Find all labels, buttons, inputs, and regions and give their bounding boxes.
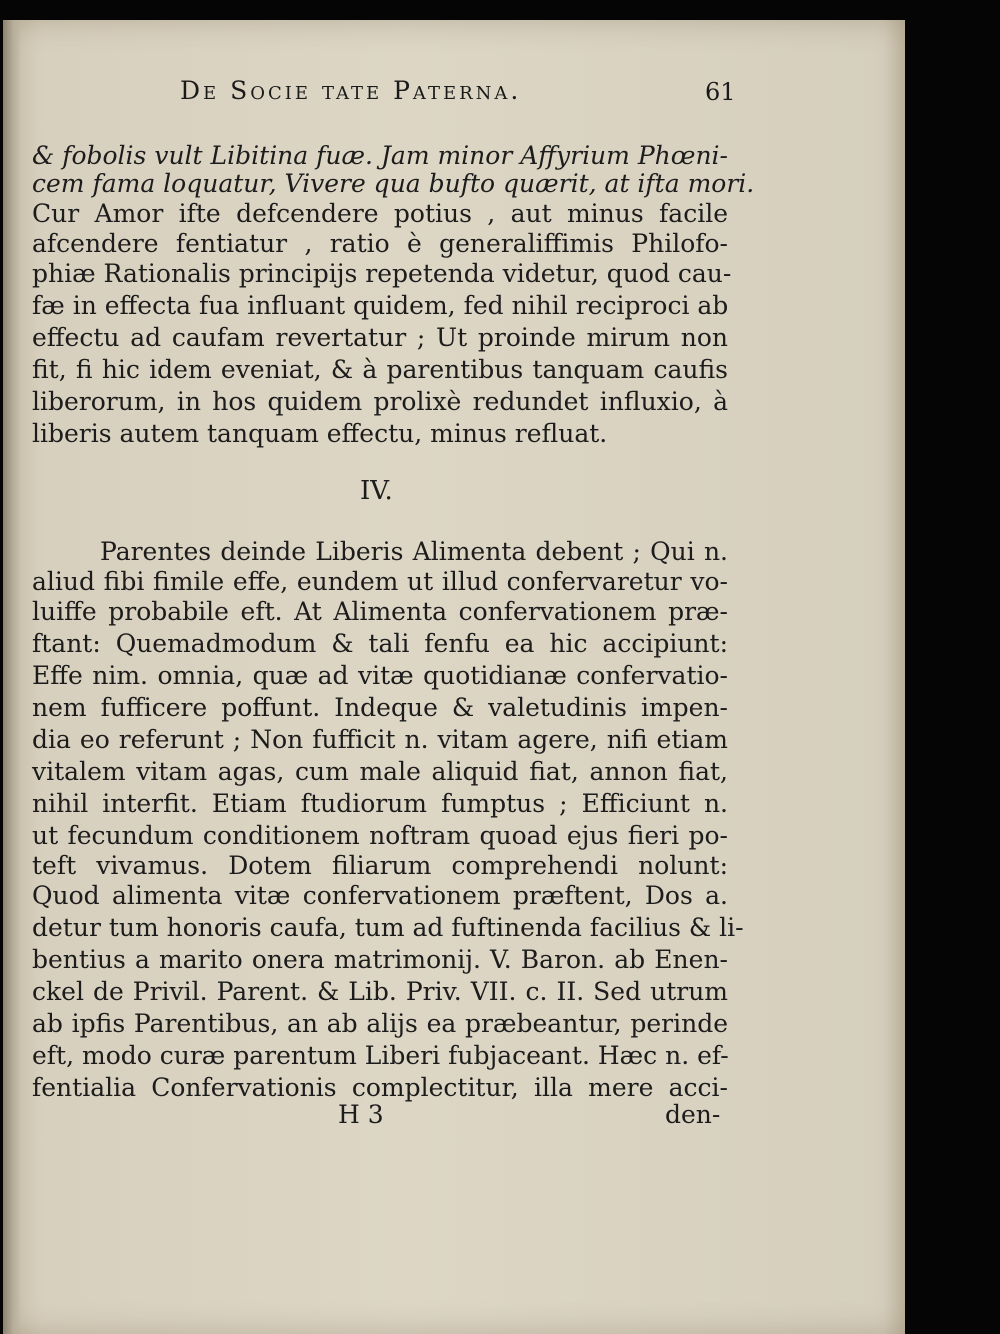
text-line: phiæ Rationalis principijs repetenda videtur, quod cau- xyxy=(32,259,732,288)
signature-mark: H 3 xyxy=(338,1100,384,1129)
text-line: vitalem vitam agas, cum male aliquid fiat, annon fiat, xyxy=(32,757,728,786)
text-line: ftant: Quemadmodum & tali fenfu ea hic accipiunt: xyxy=(32,629,728,658)
text-line: & fobolis vult Libitina fuæ. Jam minor Affyrium Phœni- xyxy=(32,141,728,170)
text-line: aliud fibi fimile effe, eundem ut illud confervaretur vo- xyxy=(32,567,728,596)
text-line: liberorum, in hos quidem prolixè redundet influxio, à xyxy=(32,387,728,416)
page-number: 61 xyxy=(705,78,736,106)
text-line: detur tum honoris caufa, tum ad fuftinenda facilius & li- xyxy=(32,913,744,942)
text-line: effectu ad caufam revertatur ; Ut proinde mirum non xyxy=(32,323,728,352)
text-line: ckel de Privil. Parent. & Lib. Priv. VII. c. II. Sed utrum xyxy=(32,977,728,1006)
running-header: De Socie tate Paterna. xyxy=(180,76,522,105)
text-line: teft vivamus. Dotem filiarum comprehendi nolunt: xyxy=(32,851,728,880)
text-line: Cur Amor ifte defcendere potius , aut minus facile xyxy=(32,199,728,228)
text-line: nem fufficere poffunt. Indeque & valetudinis impen- xyxy=(32,693,728,722)
text-line: Quod alimenta vitæ confervationem præftent, Dos a. xyxy=(32,881,728,910)
text-line: fentialia Confervationis complectitur, illa mere acci- xyxy=(32,1073,728,1102)
text-line: fit, fi hic idem eveniat, & à parentibus tanquam caufis xyxy=(32,355,728,384)
text-line: nihil interfit. Etiam ftudiorum fumptus ; Efficiunt n. xyxy=(32,789,728,818)
text-line: ab ipfis Parentibus, an ab alijs ea præbeantur, perinde xyxy=(32,1009,728,1038)
text-line: eft, modo curæ parentum Liberi fubjaceant. Hæc n. ef- xyxy=(32,1041,729,1070)
text-line: afcendere fentiatur , ratio è generaliffimis Philofo- xyxy=(32,229,728,258)
text-line: dia eo referunt ; Non fufficit n. vitam agere, nifi etiam xyxy=(32,725,728,754)
catchword: den- xyxy=(665,1100,721,1129)
text-line: Effe nim. omnia, quæ ad vitæ quotidianæ confervatio- xyxy=(32,661,728,690)
text-line: Parentes deinde Liberis Alimenta debent ; Qui n. xyxy=(100,537,728,566)
text-line: luiffe probabile eft. At Alimenta confervationem præ- xyxy=(32,597,728,626)
text-line: ut fecundum conditionem noftram quoad ejus fieri po- xyxy=(32,821,728,850)
page-gutter xyxy=(3,20,21,1334)
text-line: cem fama loquatur, Vivere qua bufto quærit, at ifta mori. xyxy=(32,169,755,198)
text-line: liberis autem tanquam effectu, minus refluat. xyxy=(32,419,608,448)
section-heading: IV. xyxy=(360,476,393,506)
text-line: fæ in effecta fua influant quidem, fed nihil reciproci ab xyxy=(32,291,729,320)
text-line: bentius a marito onera matrimonij. V. Baron. ab Enen- xyxy=(32,945,728,974)
